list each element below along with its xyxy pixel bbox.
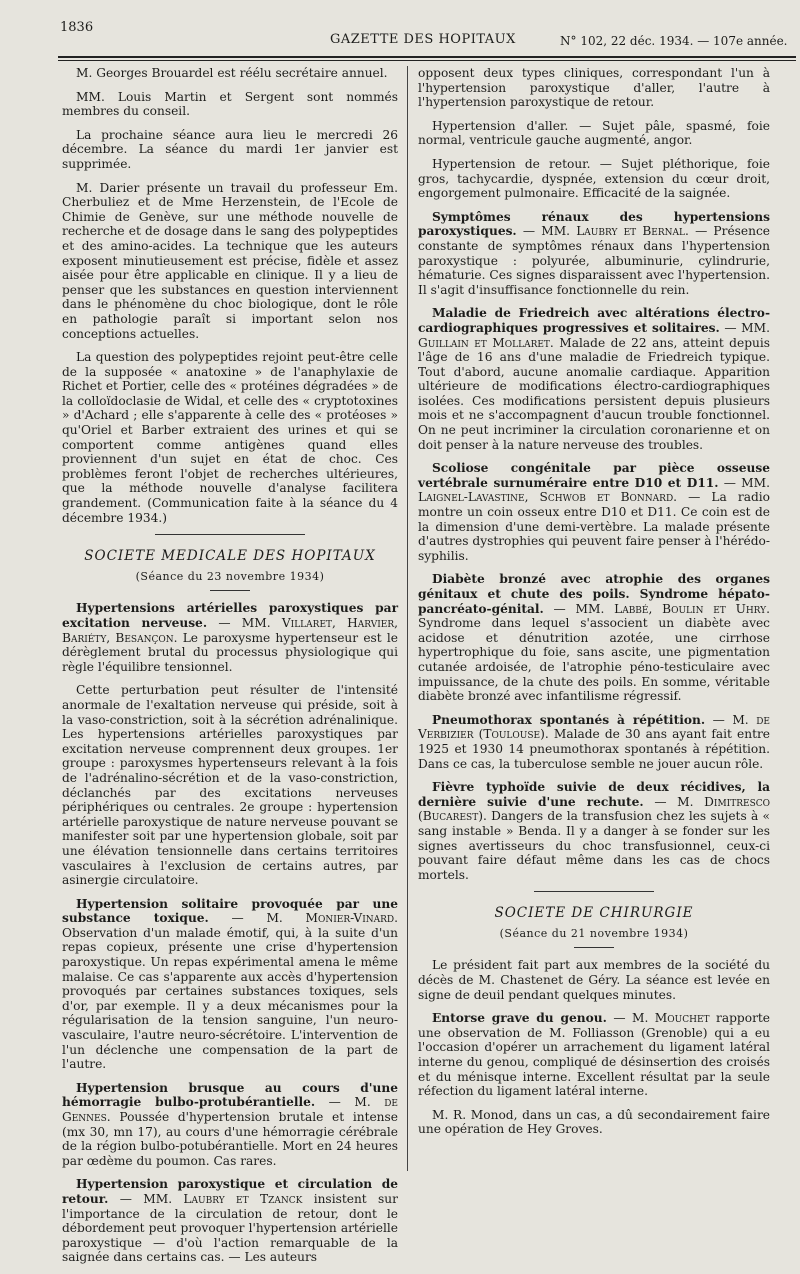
- article-body: — Présence constante de symptômes rénaux dans l'hypertension paroxystique : polyurée, albuminurie, cylindrurie, hématurie. Ces signes disparaissent avec l'hypertension. Il s'agit d'insuffisance fonctionnelle du rein.: [418, 224, 771, 297]
- article-title: Hypertension brusque au cours d'une hémorragie bulbo-protubérantielle.: [62, 1080, 398, 1110]
- section-heading-chirurgie: [418, 906, 770, 948]
- article-body: Syndrome dans lequel s'associent un diabète avec acidose et dénutrition azotée, une cirrhose hypertrophique du foie, sans ascite, une pigmentation cutanée ardoisée, de l'atrophie péno-testiculaire avec impuissance, de la chute des poils. En somme, véritable diabète bronzé avec infantilisme régressif.: [418, 616, 770, 704]
- paragraph: M. Georges Brouardel est réélu secrétaire annuel.: [76, 66, 388, 80]
- article-title: Diabète bronzé avec atrophie des organes génitaux et chute des poils. Syndrome hépato-pancréato-génital.: [418, 572, 770, 616]
- article: [418, 780, 770, 882]
- article: [418, 713, 770, 771]
- article-authors: — MM. Villaret, Harvier, Bariéty, Besançon.: [62, 616, 398, 645]
- page-number: 1836: [60, 20, 94, 35]
- article-authors: — MM. Laubry et Tzanck: [119, 1191, 303, 1206]
- article-authors: — M. de Gennes.: [62, 1095, 398, 1124]
- article-body: Malade de 22 ans, atteint depuis l'âge de 16 ans d'une maladie de Friedreich typique. Tout d'abord, aucune anomalie cardiaque. Apparition ultérieure de modifications électro-cardiographiques isolées. Ces modifications persistent depuis plusieurs mois et ne s'accompagnent d'aucun trouble fonctionnel. On ne peut incriminer la circulation coronarienne et on doit penser à la nature nerveuse des troubles.: [418, 335, 771, 452]
- article-title: Scoliose congénitale par pièce osseuse vertébrale surnuméraire entre D10 et D11.: [418, 461, 770, 490]
- article-title: Maladie de Friedreich avec altérations électro-cardiographiques progressives et solitaires.: [418, 306, 770, 335]
- article-authors: — MM. Guillain et Mollaret.: [418, 320, 770, 350]
- right-column: [418, 66, 770, 1146]
- article-title: Fièvre typhoïde suivie de deux récidives, la dernière suivie d'une rechute.: [418, 780, 770, 809]
- paragraph: Hypertension d'aller. — Sujet pâle, spasmé, foie normal, ventricule gauche augmenté, angor.: [418, 118, 770, 148]
- article-authors: — M. Dimitresco (Bucarest).: [418, 794, 771, 824]
- article: [418, 461, 770, 563]
- article-authors: — MM. Labbé, Boulin et Uhry.: [553, 601, 771, 616]
- article-title: Hypertension paroxystique et circulation de retour.: [62, 1177, 398, 1206]
- section-date: (Séance du 21 novembre 1934): [499, 926, 689, 940]
- article-body: Malade de 30 ans ayant fait entre 1925 et 1930 14 pneumothorax spontanés à répétition. Dans ce cas, la tuberculose semble ne jouer aucun rôle.: [418, 727, 771, 771]
- article-title: Hypertensions artérielles paroxystiques par excitation nerveuse.: [62, 601, 398, 630]
- issue-line: N° 102, 22 déc. 1934. — 107e année.: [560, 34, 788, 48]
- article: [62, 897, 398, 1072]
- article-authors: — MM. Laignel-Lavastine, Schwob et Bonnard.: [418, 475, 770, 505]
- header-rule-thin: [58, 60, 796, 61]
- article-body: Le paroxysme hypertenseur est le dérèglement brutal du processus physiologique qui règle l'équilibre tensionnel.: [62, 630, 398, 674]
- separator: [574, 947, 614, 948]
- article: [62, 1081, 398, 1169]
- article-body: Dangers de la transfusion chez les sujets à « sang instable » Benda. Il y a danger à se fonder sur les signes avertisseurs du choc transfusionnel, ceux-ci pouvant faire défaut même dans les cas de chocs mortels.: [418, 809, 771, 882]
- paragraph: Le président fait part aux membres de la société du décès de M. Chastenet de Géry. La séance est levée en signe de deuil pendant quelques minutes.: [418, 958, 770, 1002]
- column-divider: [407, 66, 408, 1171]
- article-authors: — M. Monier-Vinard.: [231, 911, 398, 926]
- paragraph: La prochaine séance aura lieu le mercredi 26 décembre. La séance du mardi 1er janvier est supprimée.: [62, 127, 398, 171]
- article-title: Entorse grave du genou.: [432, 1011, 607, 1026]
- article: [418, 572, 770, 703]
- section-title: SOCIETE DE CHIRURGIE: [494, 905, 694, 922]
- paragraph: Cette perturbation peut résulter de l'intensité anormale de l'exaltation nerveuse qui préside, soit à la vaso-constriction, soit à la sécrétion adrénalinique. Les hypertensions artérielles paroxystiques par excitation nerveuse comprennent deux groupes. 1er groupe : paroxysmes hypertenseurs relevant à la fois de l'adrénalino-sécrétion et de la vaso-constriction, déclanchés par des excitations nerveuses périphériques ou centrales. 2e groupe : hypertension artérielle paroxystique de nature nerveuse pouvant se manifester soit par une hypertension globale, soit par une élévation tensionnelle dans certains territoires vasculaires à l'exclusion de certains autres, par asinergie circulatoire.: [62, 683, 398, 888]
- paragraph: M. R. Monod, dans un cas, a dû secondairement faire une opération de Hey Groves.: [418, 1107, 770, 1137]
- section-title: SOCIETE MEDICALE DES HOPITAUX: [84, 548, 376, 565]
- section-heading-medicale: [62, 549, 398, 591]
- article: [62, 601, 398, 674]
- paragraph: MM. Louis Martin et Sergent sont nommés membres du conseil.: [62, 89, 398, 119]
- article-title: Pneumothorax spontanés à répétition.: [432, 712, 706, 727]
- article-body: Observation d'un malade émotif, qui, à la suite d'un repas copieux, présente une crise d'hypertension paroxystique. Un repas expérimental amena le même malaise. Ce cas s'apparente aux accès d'hypertension provoqués par certaines substances toxiques, sels d'or, par exemple. Il y a deux mécanismes pour la régularisation de la tension sanguine, l'un neuro-vasculaire, l'autre neuro-sécrétoire. L'intervention de l'un déclenche une compensation de la part de l'autre.: [62, 925, 398, 1072]
- article: [418, 1011, 770, 1099]
- article: [418, 306, 770, 452]
- paragraph: Hypertension de retour. — Sujet pléthorique, foie gros, tachycardie, dyspnée, extension du cœur droit, engorgement pulmonaire. Efficacité de la saignée.: [418, 156, 770, 201]
- article-body: Poussée d'hypertension brutale et intense (mx 30, mn 17), au cours d'une hémorragie cérébrale de la région bulbo-potubérantielle. Mort en 24 heures par œdème du poumon. Cas rares.: [62, 1110, 398, 1168]
- separator: [534, 891, 654, 892]
- article-authors: — M. de Verbizier (Toulouse).: [418, 712, 771, 742]
- left-column: [62, 66, 398, 1274]
- article-title: Hypertension solitaire provoquée par une substance toxique.: [62, 896, 398, 926]
- article: [62, 1177, 398, 1265]
- paragraph: opposent deux types cliniques, correspondant l'un à l'hypertension paroxystique d'aller, l'autre à l'hypertension paroxystique de retour.: [418, 66, 770, 110]
- article-body: — La radio montre un coin osseux entre D10 et D11. Ce coin est de la dimension d'une demi-vertèbre. La malade présente d'autres dystrophies qui peuvent faire penser à l'hérédo-syphilis.: [418, 490, 770, 563]
- article-body: rapporte une observation de M. Folliasson (Grenoble) qui a eu l'occasion d'opérer un arrachement du ligament latéral interne du genou, compliqué de désinsertion des croisés et du ménisque interne. Excellent résultat par la seule réfection du ligament latéral interne.: [418, 1011, 771, 1099]
- article-title: Symptômes rénaux des hypertensions paroxystiques.: [418, 209, 770, 239]
- separator: [155, 534, 305, 535]
- paragraph: La question des polypeptides rejoint peut-être celle de la supposée « anatoxine » de l'anaphylaxie de Richet et Portier, celle des « protéines dégradées » de la colloïdoclasie de Widal, et celle des « cryptotoxines » d'Achard ; elle s'apparente à celle des « protéoses » qu'Oriel et Barber extraient des urines et qui se comportent comme antigènes quand elles proviennent d'un sujet en état de choc. Ces problèmes feront l'objet de recherches ultérieures, que la méthode nouvelle d'analyse facilitera grandement. (Communication faite à la séance du 4 décembre 1934.): [62, 350, 398, 525]
- header-rule: [58, 56, 796, 58]
- page-header: [0, 18, 800, 58]
- article: [418, 210, 770, 298]
- section-date: (Séance du 23 novembre 1934): [135, 569, 325, 583]
- article-authors: — MM. Laubry et Bernal.: [522, 224, 689, 239]
- journal-title: GAZETTE DES HOPITAUX: [330, 32, 516, 47]
- separator: [210, 590, 250, 591]
- article-body: insistent sur l'importance de la circulation de retour, dont le débordement peut provoquer l'hypertension artérielle paroxystique — d'où l'action remarquable de la saignée dans certains cas. — Les auteurs: [62, 1191, 398, 1265]
- article-authors: — M. Mouchet: [613, 1011, 710, 1026]
- paragraph: M. Darier présente un travail du professeur Em. Cherbuliez et de Mme Herzenstein, de l'Ecole de Chimie de Genève, sur une méthode nouvelle de recherche et de dosage dans le sang des polypeptides et des amino-acides. La technique que les auteurs exposent minutieusement est précise, fidèle et assez aisée pour être applicable en clinique. Il y a lieu de penser que les substances en question interviennent dans le phénomène du choc biologique, dont le rôle en pathologie paraît si important selon nos conceptions actuelles.: [62, 180, 398, 341]
